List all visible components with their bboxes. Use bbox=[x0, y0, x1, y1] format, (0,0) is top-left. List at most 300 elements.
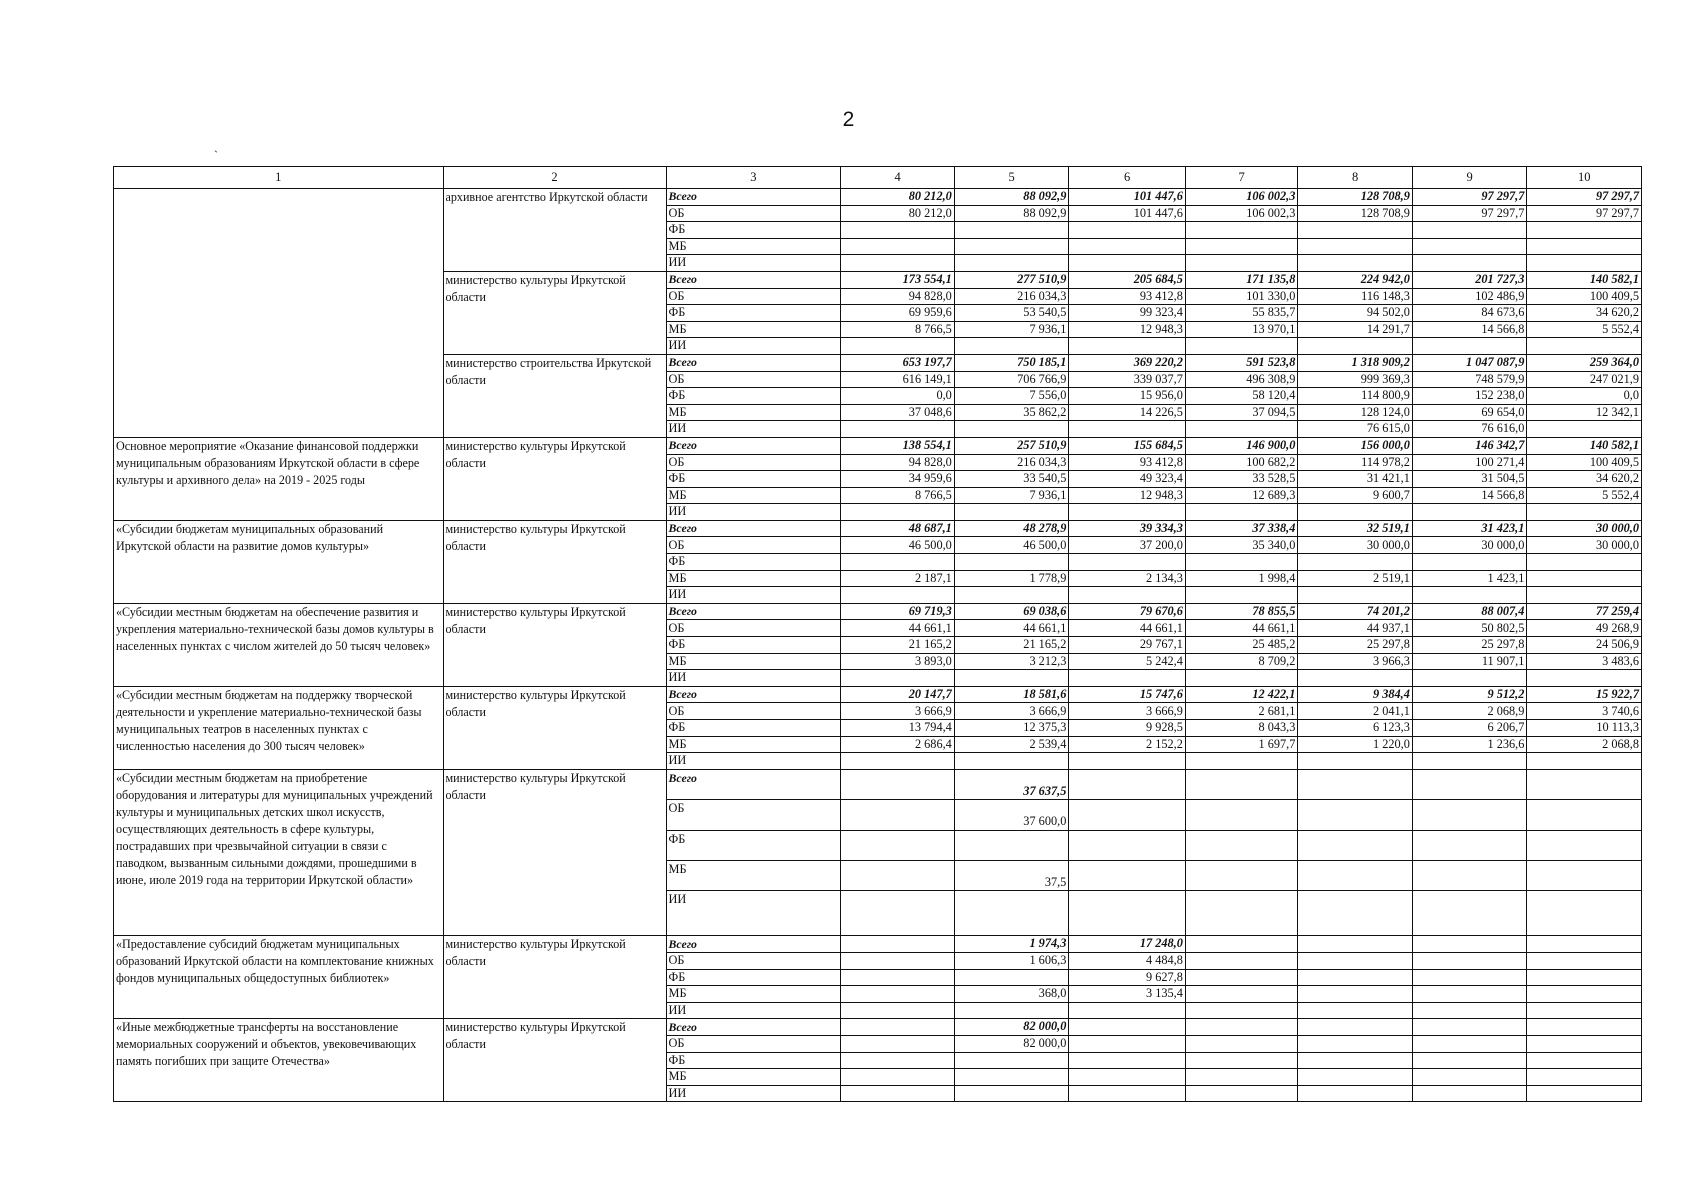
value-cell: 15 956,0 bbox=[1069, 388, 1186, 405]
value-cell bbox=[1527, 1035, 1642, 1052]
value-cell bbox=[1527, 753, 1642, 770]
value-cell bbox=[1298, 670, 1413, 687]
value-cell bbox=[1412, 238, 1527, 255]
value-cell bbox=[841, 1085, 955, 1102]
value-cell bbox=[1185, 891, 1298, 936]
value-cell bbox=[1069, 1085, 1186, 1102]
value-cell: 37 338,4 bbox=[1185, 520, 1298, 537]
value-cell bbox=[954, 1069, 1069, 1086]
funding-source-cell: МБ bbox=[666, 653, 841, 670]
value-cell bbox=[1185, 504, 1298, 521]
agency-cell: министерство культуры Иркутской области bbox=[443, 936, 666, 1019]
budget-table-body bbox=[114, 167, 1642, 1102]
value-cell: 31 504,5 bbox=[1412, 471, 1527, 488]
value-cell: 368,0 bbox=[954, 986, 1069, 1003]
value-cell: 31 423,1 bbox=[1412, 520, 1527, 537]
value-cell: 9 600,7 bbox=[1298, 487, 1413, 504]
value-cell bbox=[841, 952, 955, 969]
value-cell bbox=[841, 670, 955, 687]
value-cell bbox=[1298, 860, 1413, 890]
value-cell: 138 554,1 bbox=[841, 437, 955, 454]
value-cell bbox=[1412, 554, 1527, 571]
value-cell bbox=[841, 238, 955, 255]
value-cell: 106 002,3 bbox=[1185, 189, 1298, 206]
value-cell: 46 500,0 bbox=[841, 537, 955, 554]
value-cell: 44 661,1 bbox=[1185, 620, 1298, 637]
value-cell: 12 342,1 bbox=[1527, 404, 1642, 421]
funding-source-cell: ФБ bbox=[666, 471, 841, 488]
value-cell bbox=[1412, 1035, 1527, 1052]
header-cell: 3 bbox=[666, 167, 841, 189]
value-cell bbox=[841, 1052, 955, 1069]
value-cell: 7 936,1 bbox=[954, 321, 1069, 338]
value-cell bbox=[1298, 800, 1413, 830]
funding-source-cell: ОБ bbox=[666, 800, 841, 830]
value-cell: 8 709,2 bbox=[1185, 653, 1298, 670]
funding-source-cell: Всего bbox=[666, 769, 841, 799]
value-cell bbox=[1412, 1019, 1527, 1036]
value-cell: 21 165,2 bbox=[841, 637, 955, 654]
value-cell bbox=[841, 891, 955, 936]
value-cell bbox=[954, 587, 1069, 604]
value-cell bbox=[1185, 860, 1298, 890]
value-cell: 9 512,2 bbox=[1412, 686, 1527, 703]
funding-source-cell: Всего bbox=[666, 189, 841, 206]
value-cell bbox=[1069, 504, 1186, 521]
value-cell: 1 047 087,9 bbox=[1412, 354, 1527, 371]
value-cell: 152 238,0 bbox=[1412, 388, 1527, 405]
value-cell bbox=[841, 800, 955, 830]
value-cell: 69 959,6 bbox=[841, 305, 955, 322]
value-cell bbox=[1185, 1035, 1298, 1052]
value-cell bbox=[1412, 753, 1527, 770]
value-cell bbox=[1185, 1085, 1298, 1102]
value-cell bbox=[1069, 753, 1186, 770]
agency-cell: министерство культуры Иркутской области bbox=[443, 437, 666, 520]
value-cell: 15 747,6 bbox=[1069, 686, 1186, 703]
value-cell: 94 828,0 bbox=[841, 454, 955, 471]
value-cell bbox=[1298, 1035, 1413, 1052]
funding-source-cell: ИИ bbox=[666, 670, 841, 687]
header-cell: 7 bbox=[1185, 167, 1298, 189]
value-cell: 76 615,0 bbox=[1298, 421, 1413, 438]
value-cell bbox=[1412, 800, 1527, 830]
agency-cell: министерство культуры Иркутской области bbox=[443, 520, 666, 603]
value-cell bbox=[1185, 238, 1298, 255]
value-cell bbox=[1412, 830, 1527, 860]
value-cell: 12 948,3 bbox=[1069, 321, 1186, 338]
value-cell: 5 242,4 bbox=[1069, 653, 1186, 670]
funding-source-cell: МБ bbox=[666, 986, 841, 1003]
value-cell: 11 907,1 bbox=[1412, 653, 1527, 670]
value-cell: 44 661,1 bbox=[1069, 620, 1186, 637]
value-cell bbox=[1069, 1019, 1186, 1036]
header-cell: 6 bbox=[1069, 167, 1186, 189]
value-cell: 6 206,7 bbox=[1412, 720, 1527, 737]
value-cell bbox=[954, 238, 1069, 255]
value-cell: 100 409,5 bbox=[1527, 454, 1642, 471]
value-cell bbox=[1527, 986, 1642, 1003]
event-title-cell: «Иные межбюджетные трансферты на восстановление мемориальных сооружений и объектов, увековечивающих память погибших при защите Отечества» bbox=[114, 1019, 444, 1102]
value-cell bbox=[841, 504, 955, 521]
value-cell bbox=[1412, 338, 1527, 355]
value-cell: 49 268,9 bbox=[1527, 620, 1642, 637]
value-cell: 37 637,5 bbox=[954, 769, 1069, 799]
value-cell: 2 539,4 bbox=[954, 736, 1069, 753]
value-cell bbox=[1412, 769, 1527, 799]
value-cell: 140 582,1 bbox=[1527, 437, 1642, 454]
value-cell bbox=[1527, 952, 1642, 969]
header-cell: 5 bbox=[954, 167, 1069, 189]
value-cell: 44 661,1 bbox=[841, 620, 955, 637]
value-cell: 79 670,6 bbox=[1069, 603, 1186, 620]
value-cell bbox=[954, 222, 1069, 239]
value-cell: 3 893,0 bbox=[841, 653, 955, 670]
funding-source-cell: ИИ bbox=[666, 891, 841, 936]
value-cell bbox=[1298, 338, 1413, 355]
value-cell: 3 966,3 bbox=[1298, 653, 1413, 670]
value-cell: 216 034,3 bbox=[954, 288, 1069, 305]
funding-source-cell: МБ bbox=[666, 860, 841, 890]
agency-cell: министерство культуры Иркутской области bbox=[443, 271, 666, 354]
value-cell: 37 094,5 bbox=[1185, 404, 1298, 421]
value-cell: 13 794,4 bbox=[841, 720, 955, 737]
value-cell bbox=[1298, 969, 1413, 986]
value-cell bbox=[841, 255, 955, 272]
funding-source-cell: МБ bbox=[666, 1069, 841, 1086]
value-cell: 216 034,3 bbox=[954, 454, 1069, 471]
value-cell bbox=[1185, 1052, 1298, 1069]
value-cell: 128 708,9 bbox=[1298, 189, 1413, 206]
value-cell: 10 113,3 bbox=[1527, 720, 1642, 737]
value-cell bbox=[1298, 504, 1413, 521]
value-cell bbox=[1298, 769, 1413, 799]
value-cell: 1 697,7 bbox=[1185, 736, 1298, 753]
value-cell bbox=[1527, 769, 1642, 799]
value-cell: 21 165,2 bbox=[954, 637, 1069, 654]
value-cell: 82 000,0 bbox=[954, 1019, 1069, 1036]
value-cell: 156 000,0 bbox=[1298, 437, 1413, 454]
value-cell bbox=[1527, 554, 1642, 571]
value-cell bbox=[1412, 1085, 1527, 1102]
value-cell: 49 323,4 bbox=[1069, 471, 1186, 488]
value-cell: 1 998,4 bbox=[1185, 570, 1298, 587]
value-cell bbox=[1069, 891, 1186, 936]
value-cell: 100 682,2 bbox=[1185, 454, 1298, 471]
value-cell: 101 447,6 bbox=[1069, 189, 1186, 206]
value-cell bbox=[1527, 338, 1642, 355]
value-cell bbox=[1527, 504, 1642, 521]
value-cell: 9 928,5 bbox=[1069, 720, 1186, 737]
value-cell: 3 483,6 bbox=[1527, 653, 1642, 670]
value-cell: 94 502,0 bbox=[1298, 305, 1413, 322]
value-cell: 101 447,6 bbox=[1069, 205, 1186, 222]
value-cell: 69 719,3 bbox=[841, 603, 955, 620]
value-cell bbox=[1412, 1002, 1527, 1019]
value-cell: 106 002,3 bbox=[1185, 205, 1298, 222]
value-cell bbox=[1069, 1035, 1186, 1052]
funding-source-cell: Всего bbox=[666, 437, 841, 454]
value-cell bbox=[1527, 238, 1642, 255]
value-cell: 3 666,9 bbox=[954, 703, 1069, 720]
value-cell: 247 021,9 bbox=[1527, 371, 1642, 388]
header-cell: 2 bbox=[443, 167, 666, 189]
value-cell bbox=[1298, 936, 1413, 953]
value-cell bbox=[1185, 969, 1298, 986]
value-cell: 30 000,0 bbox=[1298, 537, 1413, 554]
value-cell bbox=[841, 753, 955, 770]
value-cell: 82 000,0 bbox=[954, 1035, 1069, 1052]
value-cell bbox=[1185, 986, 1298, 1003]
value-cell: 339 037,7 bbox=[1069, 371, 1186, 388]
funding-source-cell: ОБ bbox=[666, 703, 841, 720]
value-cell bbox=[1069, 769, 1186, 799]
value-cell bbox=[841, 421, 955, 438]
value-cell: 53 540,5 bbox=[954, 305, 1069, 322]
value-cell bbox=[1069, 222, 1186, 239]
value-cell: 4 484,8 bbox=[1069, 952, 1186, 969]
value-cell: 12 422,1 bbox=[1185, 686, 1298, 703]
value-cell: 1 606,3 bbox=[954, 952, 1069, 969]
table-row bbox=[114, 686, 1642, 703]
value-cell: 706 766,9 bbox=[954, 371, 1069, 388]
funding-source-cell: Всего bbox=[666, 520, 841, 537]
event-title-cell: «Субсидии местным бюджетам на приобретение оборудования и литературы для муниципальных учреждений культуры и муниципальных детских школ искусств, осуществляющих деятельность в сфере культуры, пострадавших при чрезвычайной ситуации в связи с паводком, вызванным сильными дождями, прошедшими в июне, июле 2019 года на территории Иркутской области» bbox=[114, 769, 444, 936]
value-cell bbox=[1298, 952, 1413, 969]
value-cell: 30 000,0 bbox=[1527, 537, 1642, 554]
funding-source-cell: ФБ bbox=[666, 1052, 841, 1069]
value-cell: 7 936,1 bbox=[954, 487, 1069, 504]
value-cell: 50 802,5 bbox=[1412, 620, 1527, 637]
value-cell: 93 412,8 bbox=[1069, 288, 1186, 305]
event-title-cell: «Субсидии местным бюджетам на поддержку творческой деятельности и укрепление материально-технической базы муниципальных театров в населенных пунктах с численностью населения до 300 тысяч человек» bbox=[114, 686, 444, 769]
value-cell bbox=[954, 338, 1069, 355]
value-cell bbox=[1069, 238, 1186, 255]
value-cell: 20 147,7 bbox=[841, 686, 955, 703]
table-row bbox=[114, 769, 1642, 799]
value-cell bbox=[1412, 504, 1527, 521]
funding-source-cell: ФБ bbox=[666, 305, 841, 322]
value-cell: 6 123,3 bbox=[1298, 720, 1413, 737]
value-cell bbox=[1527, 670, 1642, 687]
value-cell bbox=[1412, 936, 1527, 953]
value-cell bbox=[1185, 1002, 1298, 1019]
value-cell bbox=[1069, 338, 1186, 355]
value-cell bbox=[1069, 554, 1186, 571]
value-cell: 34 620,2 bbox=[1527, 471, 1642, 488]
value-cell bbox=[1298, 238, 1413, 255]
value-cell: 257 510,9 bbox=[954, 437, 1069, 454]
value-cell bbox=[1412, 860, 1527, 890]
header-cell: 4 bbox=[841, 167, 955, 189]
value-cell bbox=[1527, 587, 1642, 604]
value-cell bbox=[841, 969, 955, 986]
value-cell bbox=[954, 1052, 1069, 1069]
table-row bbox=[114, 520, 1642, 537]
value-cell bbox=[954, 753, 1069, 770]
value-cell: 88 007,4 bbox=[1412, 603, 1527, 620]
value-cell: 2 068,9 bbox=[1412, 703, 1527, 720]
value-cell bbox=[841, 1019, 955, 1036]
value-cell bbox=[1298, 830, 1413, 860]
value-cell: 17 248,0 bbox=[1069, 936, 1186, 953]
scan-mark: ` bbox=[214, 148, 218, 162]
value-cell bbox=[841, 587, 955, 604]
value-cell: 14 226,5 bbox=[1069, 404, 1186, 421]
value-cell bbox=[1527, 800, 1642, 830]
value-cell bbox=[841, 1035, 955, 1052]
value-cell: 171 135,8 bbox=[1185, 271, 1298, 288]
value-cell bbox=[1298, 1002, 1413, 1019]
value-cell bbox=[841, 769, 955, 799]
value-cell: 30 000,0 bbox=[1412, 537, 1527, 554]
value-cell bbox=[1298, 1052, 1413, 1069]
budget-table bbox=[113, 166, 1642, 1102]
value-cell: 15 922,7 bbox=[1527, 686, 1642, 703]
value-cell: 93 412,8 bbox=[1069, 454, 1186, 471]
value-cell: 3 212,3 bbox=[954, 653, 1069, 670]
value-cell bbox=[1527, 1002, 1642, 1019]
value-cell: 114 978,2 bbox=[1298, 454, 1413, 471]
value-cell: 1 220,0 bbox=[1298, 736, 1413, 753]
value-cell bbox=[1412, 587, 1527, 604]
value-cell bbox=[1185, 1019, 1298, 1036]
value-cell: 1 236,6 bbox=[1412, 736, 1527, 753]
value-cell bbox=[954, 1085, 1069, 1102]
value-cell: 48 278,9 bbox=[954, 520, 1069, 537]
value-cell bbox=[1527, 570, 1642, 587]
value-cell: 653 197,7 bbox=[841, 354, 955, 371]
value-cell: 74 201,2 bbox=[1298, 603, 1413, 620]
agency-cell: министерство культуры Иркутской области bbox=[443, 686, 666, 769]
value-cell bbox=[1185, 338, 1298, 355]
value-cell: 2 681,1 bbox=[1185, 703, 1298, 720]
header-cell: 8 bbox=[1298, 167, 1413, 189]
value-cell: 76 616,0 bbox=[1412, 421, 1527, 438]
value-cell bbox=[1527, 1019, 1642, 1036]
value-cell: 0,0 bbox=[1527, 388, 1642, 405]
value-cell: 80 212,0 bbox=[841, 189, 955, 206]
value-cell: 128 124,0 bbox=[1298, 404, 1413, 421]
funding-source-cell: Всего bbox=[666, 936, 841, 953]
value-cell bbox=[1412, 255, 1527, 272]
value-cell bbox=[1185, 753, 1298, 770]
funding-source-cell: МБ bbox=[666, 321, 841, 338]
table-row bbox=[114, 1019, 1642, 1036]
value-cell: 29 767,1 bbox=[1069, 637, 1186, 654]
value-cell: 35 340,0 bbox=[1185, 537, 1298, 554]
value-cell bbox=[1298, 255, 1413, 272]
value-cell bbox=[1298, 986, 1413, 1003]
value-cell bbox=[1298, 222, 1413, 239]
value-cell: 7 556,0 bbox=[954, 388, 1069, 405]
funding-source-cell: Всего bbox=[666, 686, 841, 703]
value-cell: 37,5 bbox=[954, 860, 1069, 890]
funding-source-cell: Всего bbox=[666, 354, 841, 371]
funding-source-cell: МБ bbox=[666, 736, 841, 753]
value-cell: 1 778,9 bbox=[954, 570, 1069, 587]
value-cell: 39 334,3 bbox=[1069, 520, 1186, 537]
value-cell: 32 519,1 bbox=[1298, 520, 1413, 537]
value-cell: 97 297,7 bbox=[1527, 205, 1642, 222]
value-cell bbox=[841, 830, 955, 860]
agency-cell: министерство культуры Иркутской области bbox=[443, 603, 666, 686]
page-number: 2 bbox=[842, 108, 855, 131]
value-cell: 1 423,1 bbox=[1412, 570, 1527, 587]
value-cell bbox=[1185, 800, 1298, 830]
value-cell bbox=[1069, 255, 1186, 272]
value-cell bbox=[1185, 222, 1298, 239]
value-cell: 9 627,8 bbox=[1069, 969, 1186, 986]
value-cell bbox=[1412, 891, 1527, 936]
event-title-cell: «Субсидии местным бюджетам на обеспечение развития и укрепления материально-технической базы домов культуры в населенных пунктах с числом жителей до 50 тысяч человек» bbox=[114, 603, 444, 686]
funding-source-cell: ОБ bbox=[666, 288, 841, 305]
header-cell: 1 bbox=[114, 167, 444, 189]
value-cell bbox=[1185, 670, 1298, 687]
funding-source-cell: ОБ bbox=[666, 1035, 841, 1052]
event-title-cell: Основное мероприятие «Оказание финансовой поддержки муниципальным образованиям Иркутской области в сфере культуры и архивного дела» на 2019 - 2025 годы bbox=[114, 437, 444, 520]
value-cell: 14 566,8 bbox=[1412, 321, 1527, 338]
value-cell: 37 048,6 bbox=[841, 404, 955, 421]
funding-source-cell: ИИ bbox=[666, 1085, 841, 1102]
value-cell: 37 600,0 bbox=[954, 800, 1069, 830]
value-cell bbox=[1069, 421, 1186, 438]
value-cell bbox=[1412, 952, 1527, 969]
value-cell: 8 766,5 bbox=[841, 487, 955, 504]
funding-source-cell: ОБ bbox=[666, 371, 841, 388]
value-cell bbox=[1069, 830, 1186, 860]
value-cell bbox=[1527, 222, 1642, 239]
value-cell: 750 185,1 bbox=[954, 354, 1069, 371]
value-cell: 201 727,3 bbox=[1412, 271, 1527, 288]
value-cell bbox=[1412, 670, 1527, 687]
value-cell: 30 000,0 bbox=[1527, 520, 1642, 537]
funding-source-cell: ИИ bbox=[666, 587, 841, 604]
value-cell bbox=[1412, 1069, 1527, 1086]
funding-source-cell: ОБ bbox=[666, 454, 841, 471]
value-cell: 259 364,0 bbox=[1527, 354, 1642, 371]
value-cell bbox=[1069, 800, 1186, 830]
funding-source-cell: МБ bbox=[666, 238, 841, 255]
agency-cell: министерство культуры Иркутской области bbox=[443, 769, 666, 936]
value-cell: 44 937,1 bbox=[1298, 620, 1413, 637]
value-cell: 8 766,5 bbox=[841, 321, 955, 338]
value-cell bbox=[1069, 587, 1186, 604]
value-cell bbox=[954, 255, 1069, 272]
funding-source-cell: ОБ bbox=[666, 620, 841, 637]
value-cell: 277 510,9 bbox=[954, 271, 1069, 288]
funding-source-cell: Всего bbox=[666, 1019, 841, 1036]
value-cell bbox=[1527, 1052, 1642, 1069]
value-cell: 1 974,3 bbox=[954, 936, 1069, 953]
value-cell bbox=[1298, 587, 1413, 604]
value-cell: 2 152,2 bbox=[1069, 736, 1186, 753]
value-cell: 5 552,4 bbox=[1527, 487, 1642, 504]
funding-source-cell: МБ bbox=[666, 404, 841, 421]
value-cell: 748 579,9 bbox=[1412, 371, 1527, 388]
value-cell bbox=[1412, 986, 1527, 1003]
value-cell bbox=[1527, 860, 1642, 890]
value-cell bbox=[1185, 421, 1298, 438]
value-cell bbox=[1185, 936, 1298, 953]
value-cell: 99 323,4 bbox=[1069, 305, 1186, 322]
value-cell: 101 330,0 bbox=[1185, 288, 1298, 305]
value-cell: 97 297,7 bbox=[1412, 205, 1527, 222]
agency-cell: министерство строительства Иркутской области bbox=[443, 354, 666, 437]
funding-source-cell: ФБ bbox=[666, 720, 841, 737]
funding-source-cell: ИИ bbox=[666, 338, 841, 355]
value-cell: 8 043,3 bbox=[1185, 720, 1298, 737]
